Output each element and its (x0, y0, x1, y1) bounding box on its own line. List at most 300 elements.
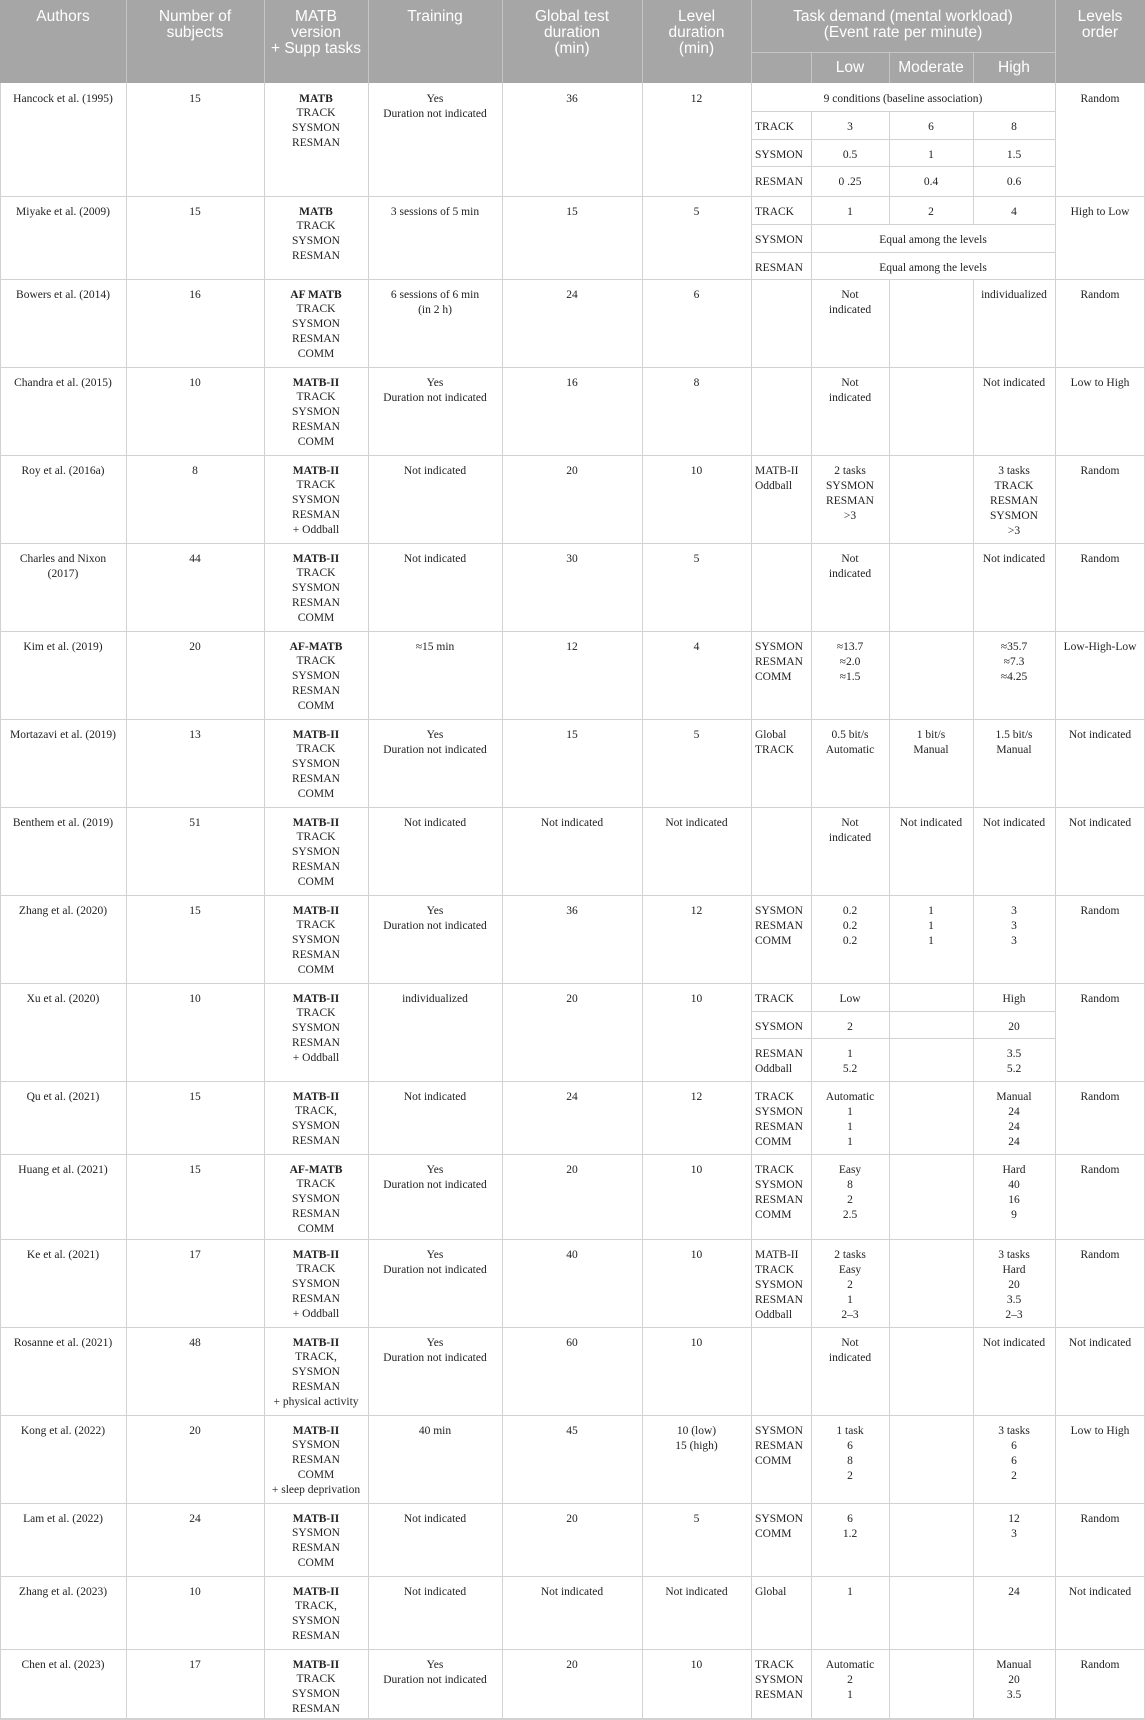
row-supp-tasks: TRACK SYSMON RESMAN COMM (292, 1178, 340, 1235)
row-supp-tasks: TRACK SYSMON RESMAN + Oddball (292, 1007, 340, 1064)
demand-task: SYSMON RESMAN COMM (755, 1425, 803, 1467)
row-supp-tasks: TRACK SYSMON RESMAN COMM (292, 919, 340, 976)
header-subjects: Number of subjects (158, 8, 232, 41)
column-divider (368, 631, 369, 719)
demand-task: TRACK SYSMON RESMAN (755, 1659, 803, 1701)
demand-low: Not indicated (828, 817, 872, 844)
column-divider (502, 1503, 503, 1576)
row-level-duration: 12 (690, 905, 703, 917)
column-divider (811, 1239, 812, 1327)
demand-high: individualized (981, 289, 1047, 301)
column-divider (368, 983, 369, 1081)
demand-task: RESMAN (755, 176, 803, 188)
demand-high: 3 tasks 6 6 2 (998, 1425, 1030, 1482)
column-divider (1055, 1239, 1056, 1327)
row-author: Ke et al. (2021) (26, 1249, 100, 1261)
row-matb-version: MATB-II (292, 1659, 340, 1671)
sub-row-divider (751, 166, 1055, 167)
row-levels-order: Low-High-Low (1063, 641, 1137, 653)
column-divider (642, 1154, 643, 1239)
column-divider (126, 1649, 127, 1719)
row-level-duration: 5 (693, 1513, 700, 1525)
column-divider (889, 139, 890, 166)
column-divider (751, 367, 752, 455)
header-low: Low (835, 59, 865, 76)
column-divider (642, 1503, 643, 1576)
column-divider (126, 1154, 127, 1239)
row-levels-order: Random (1080, 993, 1120, 1005)
column-divider (889, 1576, 890, 1649)
row-author: Kong et al. (2022) (20, 1425, 106, 1437)
demand-high: 1.5 (1006, 149, 1022, 161)
demand-low: 1 5.2 (842, 1048, 858, 1075)
row-training: Yes Duration not indicated (383, 93, 487, 120)
column-divider (973, 719, 974, 807)
column-divider (751, 1081, 752, 1154)
column-divider (811, 111, 812, 139)
demand-low: 1 task 6 8 2 (836, 1425, 864, 1482)
column-divider (751, 196, 752, 279)
column-divider (1055, 543, 1056, 631)
demand-task: RESMAN (755, 262, 803, 274)
demand-task: TRACK SYSMON RESMAN COMM (755, 1091, 803, 1148)
column-divider (126, 1327, 127, 1415)
row-author: Bowers et al. (2014) (16, 289, 110, 301)
column-divider (502, 196, 503, 279)
row-author: Mortazavi et al. (2019) (9, 729, 116, 741)
row-author: Zhang et al. (2023) (18, 1586, 108, 1598)
column-divider (502, 1081, 503, 1154)
column-divider (811, 166, 812, 196)
column-divider (889, 455, 890, 543)
row-author: Hancock et al. (1995) (13, 93, 113, 105)
header-global-duration: Global test duration (min) (534, 8, 610, 57)
row-supp-tasks: TRACK SYSMON RESMAN (292, 220, 340, 262)
row-subjects: 10 (189, 377, 201, 389)
row-subjects: 10 (189, 1586, 201, 1598)
row-level-duration: 10 (690, 1337, 703, 1349)
row-global-duration: 12 (566, 641, 578, 653)
demand-span-text: Equal among the levels (879, 234, 987, 246)
column-divider (642, 196, 643, 279)
sub-row-divider (751, 111, 1055, 112)
column-divider (811, 719, 812, 807)
row-supp-tasks: TRACK SYSMON RESMAN (292, 107, 340, 149)
column-divider (126, 1576, 127, 1649)
column-divider (889, 166, 890, 196)
column-divider (889, 807, 890, 895)
row-author: Chen et al. (2023) (21, 1659, 105, 1671)
demand-high: ≈35.7 ≈7.3 ≈4.25 (1000, 641, 1028, 683)
row-supp-tasks: TRACK, SYSMON RESMAN + physical activity (273, 1351, 359, 1408)
row-subjects: 15 (189, 1091, 201, 1103)
column-divider (973, 196, 974, 224)
column-divider (264, 367, 265, 455)
row-matb-version: MATB-II (292, 1249, 340, 1261)
row-levels-order: Random (1080, 905, 1120, 917)
row-levels-order: Random (1080, 1091, 1120, 1103)
column-divider (502, 367, 503, 455)
column-divider (126, 1415, 127, 1503)
column-divider (973, 111, 974, 139)
row-levels-order: Low to High (1070, 377, 1130, 389)
column-divider (1055, 719, 1056, 807)
column-divider (1055, 279, 1056, 367)
column-divider (264, 543, 265, 631)
row-training: Not indicated (403, 1513, 467, 1525)
header-authors: Authors (36, 8, 90, 25)
column-divider (264, 1154, 265, 1239)
row-matb-version: MATB-II (292, 993, 340, 1005)
column-divider (751, 719, 752, 807)
header-divider (889, 52, 890, 83)
column-divider (973, 166, 974, 196)
sub-row-divider (751, 1038, 1055, 1039)
column-divider (264, 983, 265, 1081)
row-training: Yes Duration not indicated (383, 905, 487, 932)
column-divider (811, 252, 812, 279)
row-level-duration: 6 (693, 289, 700, 301)
sub-row-divider (751, 139, 1055, 140)
column-divider (973, 1154, 974, 1239)
column-divider (751, 1154, 752, 1239)
header-high: High (998, 59, 1030, 76)
column-divider (264, 1415, 265, 1503)
header-divider (1055, 0, 1056, 83)
row-global-duration: 16 (566, 377, 578, 389)
demand-low: 0.5 (842, 149, 858, 161)
row-level-duration: 5 (693, 729, 700, 741)
row-training: Yes Duration not indicated (383, 1337, 487, 1364)
column-divider (811, 1415, 812, 1503)
column-divider (811, 196, 812, 224)
column-divider (751, 983, 752, 1081)
row-level-duration: 10 (690, 1249, 703, 1261)
column-divider (973, 1415, 974, 1503)
row-supp-tasks: TRACK SYSMON RESMAN COMM (292, 391, 340, 448)
row-matb-version: AF-MATB (289, 1164, 343, 1176)
row-global-duration: 20 (566, 993, 578, 1005)
column-divider (973, 807, 974, 895)
column-divider (751, 1327, 752, 1415)
demand-high: High (1002, 993, 1026, 1005)
row-levels-order: Not indicated (1068, 1586, 1132, 1598)
row-author: Lam et al. (2022) (23, 1513, 103, 1525)
column-divider (889, 1081, 890, 1154)
row-supp-tasks: TRACK SYSMON RESMAN COMM (292, 743, 340, 800)
demand-high: Manual 20 3.5 (996, 1659, 1032, 1701)
demand-low: Not indicated (828, 377, 872, 404)
column-divider (811, 367, 812, 455)
row-training: Yes Duration not indicated (383, 1164, 487, 1191)
column-divider (126, 1239, 127, 1327)
column-divider (368, 807, 369, 895)
row-global-duration: 60 (566, 1337, 578, 1349)
header-task-demand: Task demand (mental workload) (Event rate per minute) (793, 8, 1013, 41)
row-matb-version: MATB-II (292, 377, 340, 389)
demand-high: 3 tasks Hard 20 3.5 2–3 (998, 1249, 1030, 1321)
column-divider (973, 543, 974, 631)
column-divider (811, 455, 812, 543)
demand-high: 20 (1008, 1021, 1020, 1033)
row-global-duration: Not indicated (540, 817, 604, 829)
row-level-duration: 4 (693, 641, 700, 653)
column-divider (502, 1327, 503, 1415)
column-divider (751, 543, 752, 631)
column-divider (126, 1081, 127, 1154)
column-divider (1055, 1415, 1056, 1503)
row-levels-order: Random (1080, 1249, 1120, 1261)
column-divider (368, 1649, 369, 1719)
demand-moderate: 1 (928, 149, 934, 161)
row-levels-order: Not indicated (1068, 817, 1132, 829)
column-divider (368, 1503, 369, 1576)
column-divider (889, 895, 890, 983)
row-global-duration: 45 (566, 1425, 578, 1437)
demand-high: 0.6 (1006, 176, 1022, 188)
column-divider (264, 719, 265, 807)
row-author: Kim et al. (2019) (23, 641, 103, 653)
demand-high: 4 (1011, 206, 1017, 218)
column-divider (368, 1081, 369, 1154)
column-divider (751, 1239, 752, 1327)
column-divider (889, 1154, 890, 1239)
column-divider (642, 1576, 643, 1649)
demand-high: 1.5 bit/s Manual (995, 729, 1033, 756)
column-divider (126, 807, 127, 895)
column-divider (751, 1649, 752, 1719)
column-divider (1055, 1576, 1056, 1649)
row-supp-tasks: SYSMON RESMAN COMM (292, 1527, 340, 1569)
column-divider (126, 895, 127, 983)
row-supp-tasks: TRACK, SYSMON RESMAN (292, 1600, 340, 1642)
column-divider (264, 1649, 265, 1719)
row-level-duration: 10 (690, 1659, 703, 1671)
header-training: Training (407, 8, 463, 25)
column-divider (368, 279, 369, 367)
column-divider (811, 1038, 812, 1081)
sub-row-divider (751, 224, 1055, 225)
column-divider (1055, 807, 1056, 895)
column-divider (1055, 631, 1056, 719)
column-divider (751, 279, 752, 367)
column-divider (502, 807, 503, 895)
demand-task: MATB-II TRACK SYSMON RESMAN Oddball (755, 1249, 803, 1321)
column-divider (811, 895, 812, 983)
demand-moderate: 0.4 (923, 176, 939, 188)
demand-low: Automatic 1 1 1 (825, 1091, 875, 1148)
row-level-duration: Not indicated (665, 1586, 728, 1598)
demand-low: 0 .25 (838, 176, 862, 188)
header-levels-order: Levels order (1077, 8, 1123, 41)
column-divider (642, 895, 643, 983)
row-author: Xu et al. (2020) (26, 993, 100, 1005)
column-divider (502, 1415, 503, 1503)
row-subjects: 51 (189, 817, 201, 829)
column-divider (368, 1415, 369, 1503)
demand-low: 6 1.2 (842, 1513, 858, 1540)
row-global-duration: 20 (566, 1659, 578, 1671)
row-matb-version: MATB-II (292, 1425, 340, 1437)
demand-high: 3 3 3 (1011, 905, 1017, 947)
column-divider (973, 1081, 974, 1154)
demand-low: 2 (847, 1021, 853, 1033)
row-subjects: 20 (189, 1425, 201, 1437)
demand-span: 9 conditions (baseline association) (823, 93, 983, 105)
row-levels-order: Random (1080, 289, 1120, 301)
demand-task: SYSMON COMM (755, 1513, 803, 1540)
demand-high: Not indicated (982, 377, 1046, 389)
row-training: Not indicated (403, 465, 467, 477)
row-subjects: 15 (189, 1164, 201, 1176)
demand-moderate: 1 1 1 (928, 905, 934, 947)
column-divider (264, 1239, 265, 1327)
demand-task: TRACK (755, 993, 794, 1005)
row-training: 6 sessions of 6 min (in 2 h) (390, 289, 480, 316)
column-divider (1055, 1081, 1056, 1154)
row-subjects: 15 (189, 93, 201, 105)
row-levels-order: Random (1080, 553, 1120, 565)
demand-low: 1 (847, 1586, 853, 1598)
column-divider (264, 895, 265, 983)
column-divider (264, 631, 265, 719)
column-divider (751, 455, 752, 543)
row-levels-order: Random (1080, 465, 1120, 477)
row-matb-version: MATB-II (292, 1586, 340, 1598)
column-divider (368, 895, 369, 983)
column-divider (1055, 895, 1056, 983)
column-divider (368, 719, 369, 807)
column-divider (811, 807, 812, 895)
demand-low: 0.2 0.2 0.2 (842, 905, 858, 947)
row-subjects: 15 (189, 206, 201, 218)
column-divider (973, 279, 974, 367)
column-divider (126, 279, 127, 367)
row-global-duration: 15 (566, 729, 578, 741)
column-divider (126, 83, 127, 196)
header-divider (811, 52, 812, 83)
demand-high: Not indicated (982, 817, 1046, 829)
column-divider (973, 1503, 974, 1576)
row-global-duration: 36 (566, 905, 578, 917)
column-divider (811, 224, 812, 252)
row-matb-version: MATB-II (292, 465, 340, 477)
row-supp-tasks: TRACK SYSMON RESMAN + Oddball (292, 1263, 340, 1320)
row-levels-order: Not indicated (1068, 729, 1132, 741)
demand-high: Hard 40 16 9 (1002, 1164, 1026, 1221)
column-divider (368, 1239, 369, 1327)
demand-moderate: 1 bit/s Manual (913, 729, 949, 756)
column-divider (1055, 1503, 1056, 1576)
row-author: Chandra et al. (2015) (14, 377, 112, 389)
column-divider (126, 1503, 127, 1576)
demand-task: SYSMON (755, 234, 803, 246)
row-training: Not indicated (403, 553, 467, 565)
row-levels-order: Low to High (1070, 1425, 1130, 1437)
header-divider (642, 0, 643, 83)
column-divider (642, 719, 643, 807)
column-divider (1055, 1327, 1056, 1415)
column-divider (751, 631, 752, 719)
row-supp-tasks: TRACK, SYSMON RESMAN (292, 1105, 340, 1147)
header-divider (502, 0, 503, 83)
row-supp-tasks: TRACK SYSMON RESMAN COMM (292, 831, 340, 888)
demand-high: Manual 24 24 24 (996, 1091, 1032, 1148)
row-subjects: 20 (189, 641, 201, 653)
demand-high: Not indicated (982, 553, 1046, 565)
demand-low: Not indicated (828, 553, 872, 580)
header-divider (751, 52, 1055, 53)
row-level-duration: 12 (690, 93, 703, 105)
column-divider (502, 631, 503, 719)
column-divider (642, 279, 643, 367)
column-divider (811, 1327, 812, 1415)
row-global-duration: 20 (566, 1513, 578, 1525)
demand-span-text: Equal among the levels (879, 262, 987, 274)
column-divider (889, 1649, 890, 1719)
column-divider (264, 455, 265, 543)
column-divider (1055, 83, 1056, 196)
demand-high: 12 3 (1008, 1513, 1020, 1540)
row-subjects: 48 (189, 1337, 201, 1349)
demand-high: Not indicated (982, 1337, 1046, 1349)
column-divider (1055, 1649, 1056, 1719)
column-divider (889, 1011, 890, 1038)
row-author: Rosanne et al. (2021) (13, 1337, 113, 1349)
row-training: ≈15 min (415, 641, 455, 653)
column-divider (642, 1327, 643, 1415)
row-supp-tasks: TRACK SYSMON RESMAN COMM (292, 655, 340, 712)
row-level-duration: 12 (690, 1091, 703, 1103)
row-training: Yes Duration not indicated (383, 1249, 487, 1276)
row-levels-order: Random (1080, 1164, 1120, 1176)
demand-task: Global (755, 1586, 787, 1598)
row-author: Miyake et al. (2009) (16, 206, 110, 218)
row-subjects: 17 (189, 1659, 201, 1671)
column-divider (811, 631, 812, 719)
demand-moderate: 2 (928, 206, 934, 218)
column-divider (642, 543, 643, 631)
column-divider (368, 83, 369, 196)
row-training: Not indicated (403, 1091, 467, 1103)
column-divider (368, 455, 369, 543)
column-divider (889, 1038, 890, 1081)
demand-task: MATB-II Oddball (755, 465, 799, 492)
row-training: Yes Duration not indicated (383, 377, 487, 404)
column-divider (642, 1081, 643, 1154)
column-divider (751, 1503, 752, 1576)
row-global-duration: 20 (566, 465, 578, 477)
row-matb-version: MATB-II (292, 553, 340, 565)
column-divider (502, 543, 503, 631)
row-levels-order: High to Low (1070, 206, 1130, 218)
column-divider (368, 1327, 369, 1415)
row-level-duration: 5 (693, 553, 700, 565)
column-divider (889, 1415, 890, 1503)
column-divider (642, 1239, 643, 1327)
column-divider (368, 196, 369, 279)
column-divider (973, 1011, 974, 1038)
column-divider (502, 983, 503, 1081)
header-moderate: Moderate (898, 59, 964, 76)
header-divider (264, 0, 265, 83)
row-supp-tasks: TRACK SYSMON RESMAN + Oddball (292, 479, 340, 536)
demand-low: 0.5 bit/s Automatic (825, 729, 875, 756)
column-divider (889, 196, 890, 224)
demand-low: 3 (847, 121, 853, 133)
column-divider (264, 1081, 265, 1154)
column-divider (751, 807, 752, 895)
